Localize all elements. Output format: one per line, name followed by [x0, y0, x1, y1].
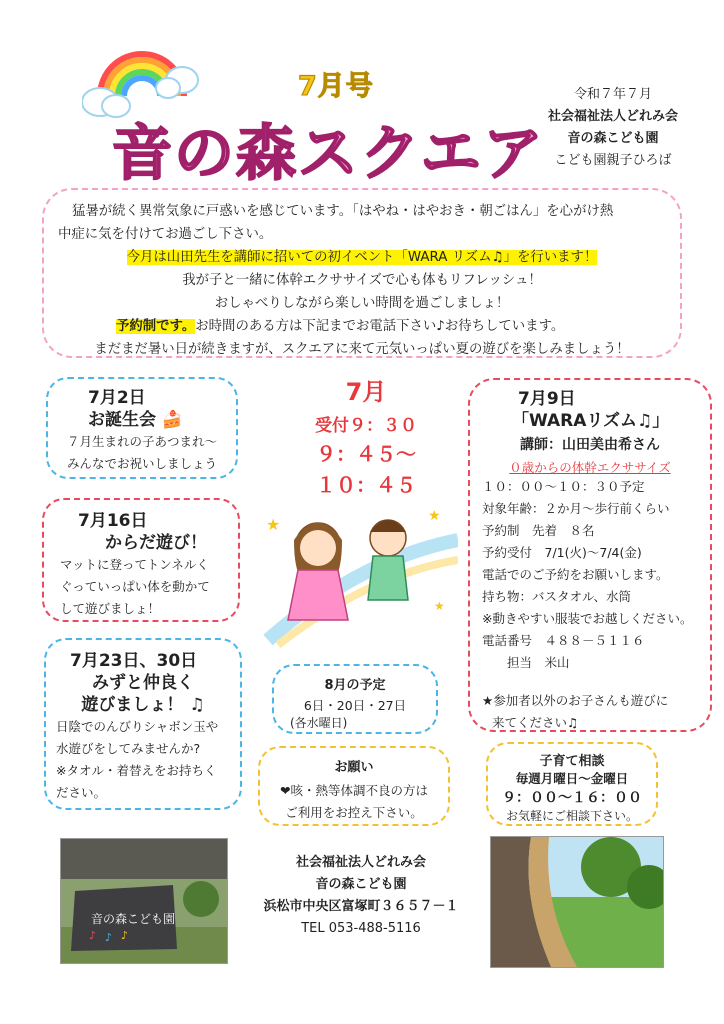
- event-footer: 来てください♫: [492, 715, 579, 730]
- august-heading: 8月の予定: [324, 678, 386, 693]
- event-title: [56, 694, 230, 716]
- event-text: ７月生まれの子あつまれ～: [66, 434, 217, 449]
- event-detail: 持ち物：バスタオル、水筒: [482, 589, 632, 604]
- school-sign-photo: [60, 838, 228, 964]
- music-note-icon: ♫: [189, 695, 205, 715]
- event-text: マットに登ってトンネルく: [60, 557, 209, 572]
- issue-label: 7月号: [298, 71, 374, 102]
- event-text: ださい。: [56, 785, 107, 800]
- event-title: 「WARAリズム♫」: [512, 411, 670, 431]
- intro-line: 猛暑が続く異常気象に戸惑いを感じています。「はやね・はやおき・朝ごはん」を心がけ熱: [72, 204, 614, 219]
- footer-address: [246, 852, 476, 940]
- event-text: ぐっていっぱい体を動かて: [60, 579, 210, 594]
- tanabata-illustration: [258, 500, 458, 650]
- event-title-text: お誕生会: [88, 410, 156, 430]
- request-box: [258, 746, 450, 826]
- intro-line: まだまだ暑い日が続きますが、スクエアに来て元気いっぱい夏の遊びを楽しみましょう！: [94, 342, 630, 357]
- request-line: ❤咳・熱等体調不良の方は: [280, 783, 428, 798]
- session-time-start: ９：４５～: [316, 442, 416, 466]
- org-school: 音の森こども園: [567, 131, 659, 146]
- intro-line: [58, 315, 666, 338]
- svg-text:★: ★: [428, 508, 441, 524]
- event-text: 水遊びをしてみませんか?: [56, 741, 201, 756]
- intro-line: [58, 246, 666, 269]
- event-detail: ※動きやすい服装でお越しください。: [482, 611, 693, 626]
- consult-heading: 子育て相談: [539, 754, 605, 769]
- footer-org: 社会福祉法人どれみ会: [295, 855, 426, 870]
- event-jul2-box: [46, 377, 238, 479]
- center-schedule: [268, 372, 464, 498]
- event-date: 7月16日: [78, 511, 148, 531]
- event-detail: 予約制 先着 ８名: [482, 523, 595, 538]
- intro-line: 我が子と一緒に体幹エクササイズで心も体もリフレッシュ！: [182, 273, 542, 288]
- intro-line: 中症に気を付けてお過ごし下さい。: [58, 227, 273, 242]
- reservation-highlight: 予約制です。: [116, 319, 196, 334]
- garden-photo: [490, 836, 664, 968]
- consult-box: [486, 742, 658, 826]
- event-detail: 予約受付 7/1(火)～7/4(金): [482, 545, 642, 560]
- event-detail: １０：００～１０：３０予定: [482, 479, 645, 494]
- event-text: 日陰でのんびりシャボン玉や: [56, 719, 219, 734]
- august-dates: 6日・20日・27日: [303, 698, 407, 713]
- request-heading: お願い: [334, 760, 374, 775]
- event-text: して遊びましょ！: [60, 601, 161, 616]
- event-detail: 電話でのご予約をお願いします。: [482, 567, 669, 582]
- event-title: [58, 409, 226, 431]
- event-footer: ★参加者以外のお子さんも遊びに: [482, 693, 669, 708]
- page-title: 音の森スクエア: [112, 119, 545, 189]
- request-line: ご利用をお控え下さい。: [285, 805, 423, 820]
- month-label: 7月: [345, 378, 387, 406]
- consult-hours: ９：００～１６：００: [502, 790, 642, 806]
- event-title: からだ遊び！: [105, 533, 207, 553]
- cake-icon: 🍰: [161, 410, 184, 430]
- intro-box: [42, 188, 682, 358]
- event-detail: 電話番号 ４８８－５１１６: [482, 633, 645, 648]
- event-detail: 対象年齢：２か月～歩行前くらい: [482, 501, 670, 516]
- org-block: [548, 84, 678, 172]
- svg-text:♪: ♪: [121, 929, 129, 942]
- intro-text: お時間のある方は下記までお電話下さい♪お待ちしています。: [195, 319, 565, 334]
- instructor: 講師：山田美由希さん: [520, 437, 660, 453]
- reception-time: 受付９：３０: [315, 416, 417, 436]
- org-date: 令和７年７月: [573, 87, 652, 102]
- event-text: みんなでお祝いしましょう: [66, 456, 217, 471]
- august-weekday: (各水曜日): [290, 716, 348, 730]
- event-jul16-box: [42, 498, 240, 622]
- event-text: ※タオル・着替えをお持ちく: [56, 763, 217, 778]
- event-date: 7月23日、30日: [70, 651, 198, 671]
- event-date: 7月9日: [518, 389, 576, 409]
- footer-tel: TEL 053-488-5116: [301, 921, 421, 936]
- event-jul23-box: [44, 638, 242, 810]
- intro-highlight: 今月は山田先生を講師に招いての初イベント「WARA リズム♫」を行います！: [126, 250, 598, 265]
- footer-name: 音の森こども園: [315, 877, 407, 892]
- event-jul9-box: [468, 378, 712, 732]
- footer-address-line: 浜松市中央区富塚町３６５７－１: [263, 899, 459, 914]
- org-corp: 社会福祉法人どれみ会: [547, 109, 678, 124]
- org-plaza: こども園親子ひろば: [554, 153, 672, 168]
- event-date: 7月2日: [88, 388, 146, 408]
- session-time-end: １０：４５: [316, 473, 416, 497]
- event-detail: 担当 米山: [482, 655, 570, 670]
- svg-text:♪: ♪: [105, 931, 113, 944]
- svg-text:★: ★: [434, 599, 445, 613]
- consult-days: 毎週月曜日～金曜日: [515, 771, 629, 786]
- event-title: みずと仲良く: [92, 673, 194, 693]
- sign-text: 音の森こども園: [91, 912, 176, 926]
- intro-line: おしゃべりしながら楽しい時間を過ごしましょ！: [214, 296, 510, 311]
- svg-text:♪: ♪: [89, 929, 97, 942]
- event-subtitle: ０歳からの体幹エクササイズ: [509, 460, 671, 475]
- svg-text:★: ★: [266, 515, 281, 534]
- august-schedule-box: [272, 664, 438, 734]
- event-title-text: 遊びましょ！: [81, 695, 184, 715]
- consult-note: お気軽にご相談下さい。: [505, 809, 638, 823]
